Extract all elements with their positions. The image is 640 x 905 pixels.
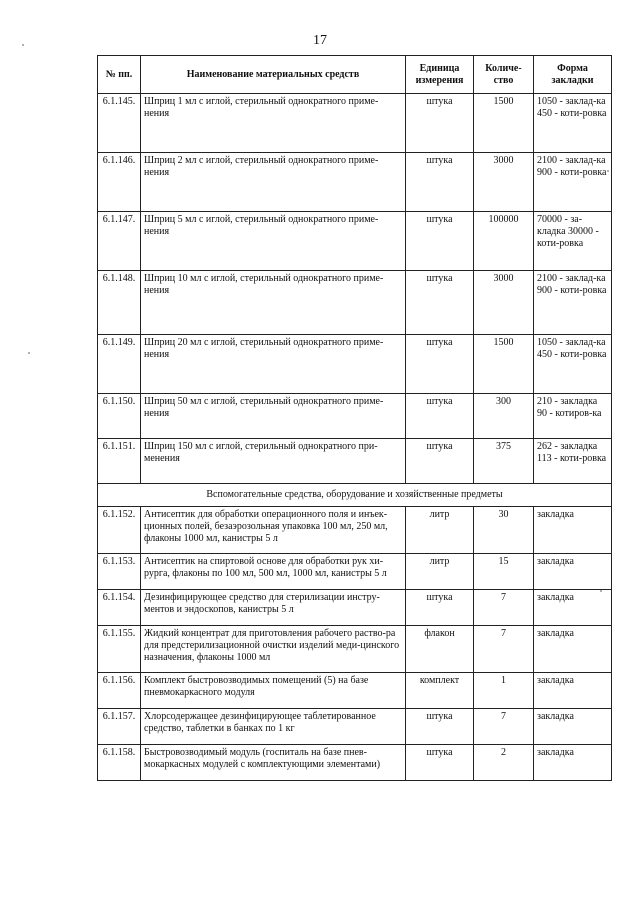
header-qty: Количе-ство	[474, 56, 534, 94]
row-number: 6.1.157.	[98, 709, 141, 745]
row-quantity: 1500	[474, 335, 534, 394]
row-unit: штука	[406, 212, 474, 271]
table-row	[98, 153, 612, 212]
scan-speck	[607, 170, 609, 172]
section-title: Вспомогательные средства, оборудование и хозяйственные предметы	[98, 484, 612, 507]
row-form: закладка	[534, 709, 612, 745]
materials-table	[97, 55, 612, 781]
table-row	[98, 554, 612, 590]
row-quantity: 1500	[474, 94, 534, 153]
row-form: 1050 - заклад-ка 450 - коти-ровка	[534, 335, 612, 394]
row-form: закладка	[534, 507, 612, 554]
row-number: 6.1.148.	[98, 271, 141, 335]
table-header-row	[98, 56, 612, 94]
row-form: 262 - закладка 113 - коти-ровка	[534, 439, 612, 484]
table-row	[98, 271, 612, 335]
row-number: 6.1.150.	[98, 394, 141, 439]
row-form: 1050 - заклад-ка 450 - коти-ровка	[534, 94, 612, 153]
header-form: Форма закладки	[534, 56, 612, 94]
row-unit: комплект	[406, 673, 474, 709]
table-body-bottom	[98, 507, 612, 781]
row-name: Дезинфицирующее средство для стерилизации инстру-ментов и эндоскопов, канистры 5 л	[141, 590, 406, 626]
scan-speck	[600, 590, 602, 592]
row-unit: литр	[406, 507, 474, 554]
page-number: 17	[313, 33, 327, 48]
table-row	[98, 335, 612, 394]
table-row	[98, 745, 612, 781]
scan-speck	[28, 352, 30, 354]
row-quantity: 7	[474, 626, 534, 673]
row-unit: штука	[406, 590, 474, 626]
table-row	[98, 673, 612, 709]
table-body-top	[98, 94, 612, 484]
row-form: закладка	[534, 554, 612, 590]
table-row	[98, 439, 612, 484]
row-number: 6.1.153.	[98, 554, 141, 590]
table-row	[98, 212, 612, 271]
scan-speck	[22, 44, 24, 46]
row-number: 6.1.151.	[98, 439, 141, 484]
row-form: 2100 - заклад-ка 900 - коти-ровка	[534, 153, 612, 212]
table-row	[98, 507, 612, 554]
row-unit: штука	[406, 335, 474, 394]
section-row	[98, 484, 612, 507]
row-quantity: 100000	[474, 212, 534, 271]
row-unit: штука	[406, 439, 474, 484]
row-name: Шприц 5 мл с иглой, стерильный однократного приме-нения	[141, 212, 406, 271]
table-row	[98, 94, 612, 153]
row-number: 6.1.147.	[98, 212, 141, 271]
row-unit: штука	[406, 709, 474, 745]
row-form: 70000 - за-кладка 30000 - коти-ровка	[534, 212, 612, 271]
row-number: 6.1.154.	[98, 590, 141, 626]
row-name: Шприц 10 мл с иглой, стерильный однократного приме-нения	[141, 271, 406, 335]
row-number: 6.1.149.	[98, 335, 141, 394]
row-unit: штука	[406, 271, 474, 335]
header-name: Наименование материальных средств	[141, 56, 406, 94]
row-number: 6.1.145.	[98, 94, 141, 153]
row-form: закладка	[534, 626, 612, 673]
table-row	[98, 709, 612, 745]
row-name: Комплект быстровозводимых помещений (5) на базе пневмокаркасного модуля	[141, 673, 406, 709]
row-name: Быстровозводимый модуль (госпиталь на базе пнев-мокаркасных модулей с комплектующими элементами)	[141, 745, 406, 781]
header-num: № пп.	[98, 56, 141, 94]
row-form: закладка	[534, 590, 612, 626]
row-quantity: 3000	[474, 271, 534, 335]
table-row	[98, 626, 612, 673]
table-section	[98, 484, 612, 507]
row-name: Шприц 150 мл с иглой, стерильный однократного при-менения	[141, 439, 406, 484]
row-name: Жидкий концентрат для приготовления рабочего раство-ра для предстерилизационной очистки изделий меди-цинского назначения, флаконы 1000 мл	[141, 626, 406, 673]
row-form: закладка	[534, 673, 612, 709]
row-unit: штука	[406, 94, 474, 153]
row-number: 6.1.155.	[98, 626, 141, 673]
row-quantity: 300	[474, 394, 534, 439]
table-row	[98, 394, 612, 439]
row-form: закладка	[534, 745, 612, 781]
row-unit: штука	[406, 394, 474, 439]
row-number: 6.1.156.	[98, 673, 141, 709]
header-unit: Единица измерения	[406, 56, 474, 94]
row-number: 6.1.146.	[98, 153, 141, 212]
row-number: 6.1.152.	[98, 507, 141, 554]
row-name: Антисептик на спиртовой основе для обработки рук хи-рурга, флаконы по 100 мл, 500 мл, 1000 мл, канистры 5 л	[141, 554, 406, 590]
row-name: Хлорсодержащее дезинфицирующее таблетированное средство, таблетки в банках по 1 кг	[141, 709, 406, 745]
row-name: Шприц 20 мл с иглой, стерильный однократного приме-нения	[141, 335, 406, 394]
row-quantity: 3000	[474, 153, 534, 212]
row-unit: флакон	[406, 626, 474, 673]
row-quantity: 375	[474, 439, 534, 484]
row-name: Шприц 1 мл с иглой, стерильный однократного приме-нения	[141, 94, 406, 153]
row-number: 6.1.158.	[98, 745, 141, 781]
row-name: Шприц 50 мл с иглой, стерильный однократного приме-нения	[141, 394, 406, 439]
row-name: Антисептик для обработки операционного поля и инъек-ционных полей, безаэрозольная упаковка 100 мл, 250 мл, флаконы 1000 мл, канистры 5 л	[141, 507, 406, 554]
row-unit: литр	[406, 554, 474, 590]
row-name: Шприц 2 мл с иглой, стерильный однократного приме-нения	[141, 153, 406, 212]
row-quantity: 2	[474, 745, 534, 781]
row-form: 210 - закладка 90 - котиров-ка	[534, 394, 612, 439]
row-unit: штука	[406, 745, 474, 781]
row-quantity: 7	[474, 590, 534, 626]
row-quantity: 15	[474, 554, 534, 590]
row-form: 2100 - заклад-ка 900 - коти-ровка	[534, 271, 612, 335]
row-unit: штука	[406, 153, 474, 212]
row-quantity: 7	[474, 709, 534, 745]
row-quantity: 1	[474, 673, 534, 709]
table-row	[98, 590, 612, 626]
row-quantity: 30	[474, 507, 534, 554]
